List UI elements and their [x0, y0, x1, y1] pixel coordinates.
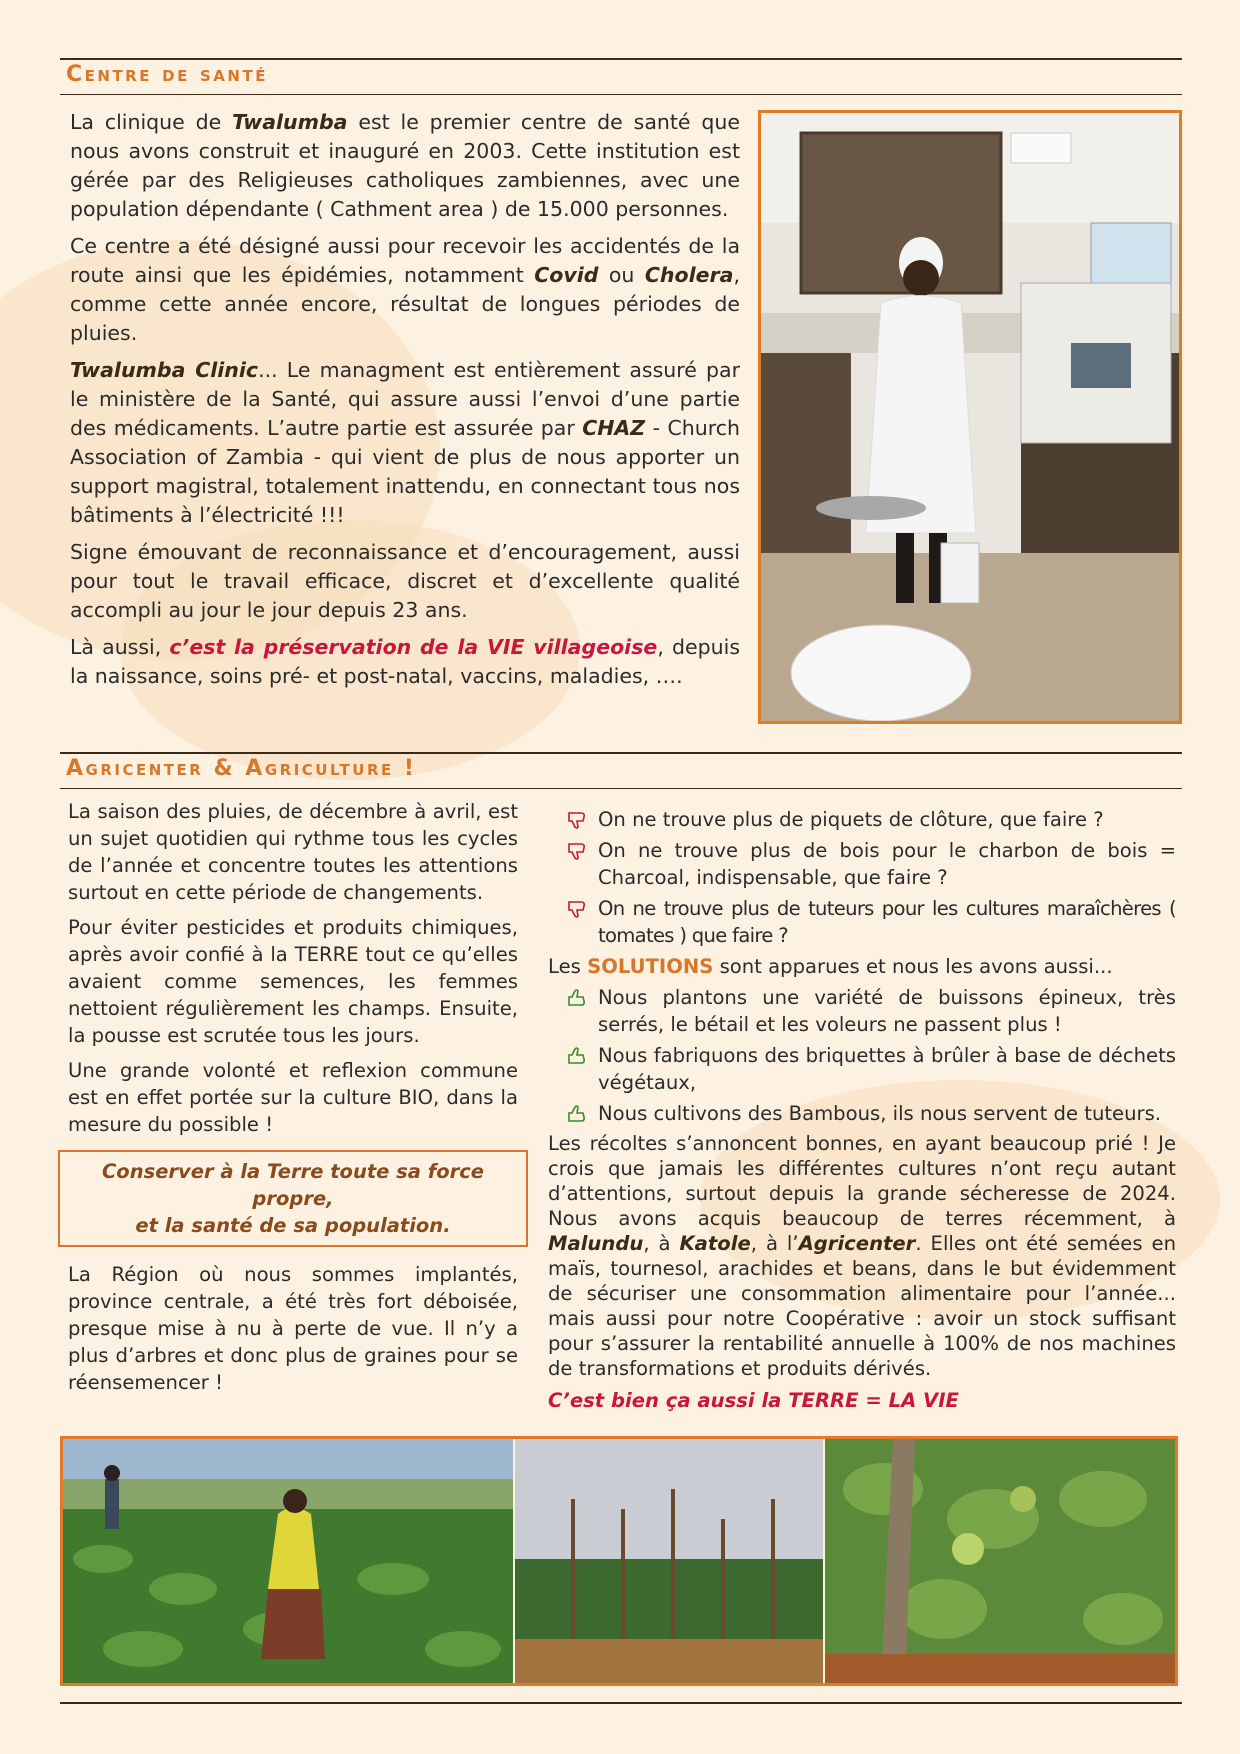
- thumbs-down-icon: [566, 840, 588, 862]
- sante-text: [70, 108, 740, 699]
- sante-paragraph-4: Signe émouvant de reconnaissance et d’encouragement, aussi pour tout le travail efficace, discret et d’excellente qualité accompli au jour le jour depuis 23 ans.: [70, 540, 740, 622]
- section-rule-top-under: [60, 94, 1182, 95]
- field-photos-illustration: [63, 1439, 1175, 1683]
- clinic-photo: [758, 110, 1182, 724]
- thumbs-up-icon: [566, 1103, 588, 1125]
- section-rule-agri: [60, 752, 1182, 754]
- quote-line-2: et la santé de sa population.: [135, 1214, 451, 1237]
- sante-paragraph-2: Ce centre a été désigné aussi pour recevoir les accidentés de la route ainsi que les épidémies, notamment Covid ou Cholera, comme cette année encore, résultat de longues périodes de pluies.: [70, 234, 740, 345]
- problem-item-3: On ne trouve plus de tuteurs pour les cultures maraîchères ( tomates ) que faire ?: [548, 895, 1176, 949]
- clinic-photo-illustration: [761, 113, 1179, 721]
- thumbs-down-icon: [566, 809, 588, 831]
- solution-item-3: Nous cultivons des Bambous, ils nous servent de tuteurs.: [548, 1100, 1176, 1127]
- agri-left-column: [68, 798, 518, 1404]
- problem-item-2: On ne trouve plus de bois pour le charbon de bois = Charcoal, indispensable, que faire ?: [548, 837, 1176, 891]
- quote-box: [58, 1150, 528, 1247]
- section-title-agri: Agricenter & Agriculture !: [66, 756, 417, 781]
- harvest-paragraph: Les récoltes s’annoncent bonnes, en ayant beaucoup prié ! Je crois que jamais les différentes cultures n’ont reçu autant d’attentions, surtout depuis la grande sécheresse de 2024. Nous avons acquis beaucoup de terres récemment, à Malundu, à Katole, à l’Agricenter. Elles ont été semées en maïs, tournesol, arachides et beans, dans le but évidemment de sécuriser une consommation alimentaire pour l’année... mais aussi pour notre Coopérative : avoir un stock suffisant pour s’assurer la rentabilité annuelle à 100% de nos machines de transformations et produits dérivés.: [548, 1132, 1176, 1380]
- solution-item-2: Nous fabriquons des briquettes à brûler à base de déchets végétaux,: [548, 1042, 1176, 1096]
- agri-paragraph-3: Une grande volonté et reflexion commune est en effet portée sur la culture BIO, dans la mesure du possible !: [68, 1059, 518, 1136]
- bottom-rule: [60, 1702, 1182, 1704]
- sante-paragraph-5: Là aussi, c’est la préservation de la VIE villageoise, depuis la naissance, soins pré- et post-natal, vaccins, maladies, ….: [70, 635, 740, 688]
- agri-paragraph-4: La Région où nous sommes implantés, province centrale, a été très fort déboisée, presque mise à nu à perte de vue. Il n’y a plus d’arbres et donc plus de graines pour se réensemencer !: [68, 1263, 518, 1394]
- thumbs-down-icon: [566, 898, 588, 920]
- section-rule-top: [60, 58, 1182, 60]
- thumbs-up-icon: [566, 987, 588, 1009]
- sante-paragraph-1: La clinique de Twalumba est le premier centre de santé que nous avons construit et inauguré en 2003. Cette institution est gérée par des Religieuses catholiques zambiennes, avec une population dépendante ( Cathment area ) de 15.000 personnes.: [70, 110, 740, 221]
- agri-paragraph-1: La saison des pluies, de décembre à avril, est un sujet quotidien qui rythme tous les cycles de l’année et concentre toutes les attentions surtout en cette période de changements.: [68, 800, 518, 904]
- thumbs-up-icon: [566, 1045, 588, 1067]
- agri-paragraph-2: Pour éviter pesticides et produits chimiques, après avoir confié à la TERRE tout ce qu’elles avaient comme semences, les femmes nettoient régulièrement les champs. Ensuite, la pousse est scrutée tous les jours.: [68, 916, 518, 1047]
- field-photo-strip: [60, 1436, 1178, 1686]
- agri-right-column: [548, 806, 1176, 1422]
- solution-item-1: Nous plantons une variété de buissons épineux, très serrés, le bétail et les voleurs ne passent plus !: [548, 984, 1176, 1038]
- problem-item-1: On ne trouve plus de piquets de clôture, que faire ?: [548, 806, 1176, 833]
- closing-statement: C’est bien ça aussi la TERRE = LA VIE: [548, 1389, 959, 1412]
- section-rule-agri-under: [60, 788, 1182, 789]
- sante-paragraph-3: Twalumba Clinic... Le managment est entièrement assuré par le ministère de la Santé, qui assure aussi l’envoi d’une partie des médicaments. L’autre partie est assurée par CHAZ - Church Association of Zambia - qui vient de plus de nous apporter un support magistral, totalement inattendu, en connectant tous nos bâtiments à l’électricité !!!: [70, 358, 741, 527]
- solutions-intro: Les SOLUTIONS sont apparues et nous les avons aussi...: [548, 955, 1113, 978]
- section-title-sante: Centre de santé: [66, 62, 268, 87]
- quote-line-1: Conserver à la Terre toute sa force propre,: [102, 1160, 484, 1210]
